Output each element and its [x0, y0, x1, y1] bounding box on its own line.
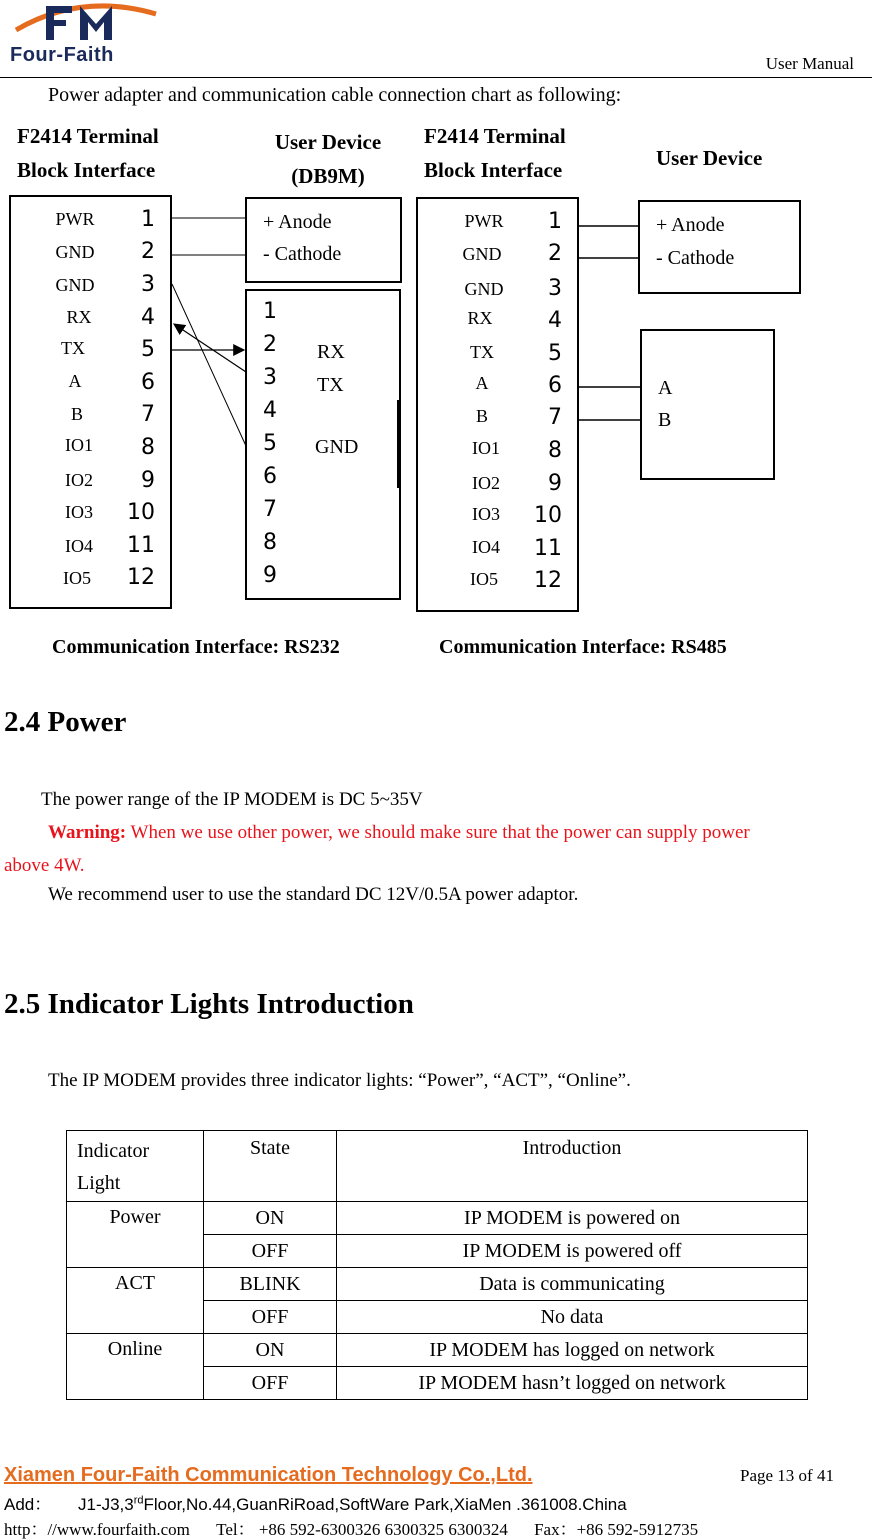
db9-pin-number: 2: [263, 332, 277, 357]
website-link[interactable]: http：//www.fourfaith.com: [4, 1520, 190, 1539]
pin-number: 5: [141, 337, 155, 362]
intro-cell: IP MODEM is powered off: [337, 1235, 808, 1268]
db9-pin-number: 4: [263, 398, 277, 423]
pin-label: A: [475, 373, 489, 393]
table-row: [67, 1334, 808, 1367]
pin-label: PWR: [55, 209, 95, 229]
cathode-label: - Cathode: [263, 243, 342, 265]
intro-text: Power adapter and communication cable connection chart as following:: [48, 84, 622, 106]
pin-label: IO4: [65, 536, 93, 556]
state-cell: BLINK: [204, 1268, 337, 1301]
rs232-terminal-title-line1: F2414 Terminal: [17, 124, 159, 148]
document-type-label: User Manual: [765, 54, 854, 73]
intro-cell: Data is communicating: [337, 1268, 808, 1301]
pin-label: PWR: [464, 211, 504, 231]
light-name: ACT: [67, 1268, 204, 1334]
state-cell: OFF: [204, 1301, 337, 1334]
indicator-intro: The IP MODEM provides three indicator lights: “Power”, “ACT”, “Online”.: [48, 1070, 631, 1091]
power-recommendation: We recommend user to use the standard DC 12V/0.5A power adaptor.: [48, 884, 579, 905]
db9-rx-label: RX: [317, 341, 345, 363]
rs485-terminal-title-line2: Block Interface: [424, 157, 563, 182]
indicator-heading: 2.5 Indicator Lights Introduction: [4, 988, 414, 1020]
state-cell: ON: [204, 1334, 337, 1367]
state-cell: ON: [204, 1202, 337, 1235]
pin-label: GND: [462, 244, 502, 264]
db9-pin-number: 9: [263, 563, 277, 588]
page-number: Page 13 of 41: [740, 1466, 834, 1485]
pin-number: 9: [141, 468, 155, 493]
db9-pin-number: 5: [263, 431, 277, 456]
light-name: Online: [67, 1334, 204, 1400]
db9-pin-number: 7: [263, 497, 277, 522]
intro-cell: No data: [337, 1301, 808, 1334]
pin-number: 3: [141, 272, 155, 297]
rs485-device-title: User Device: [656, 146, 763, 170]
pin-number: 1: [141, 207, 155, 232]
table-header-indicator: [67, 1131, 204, 1202]
anode-label: + Anode: [656, 214, 725, 236]
pin-number: 3: [548, 276, 562, 301]
pin-number: 7: [548, 405, 562, 430]
pin-number: 8: [548, 438, 562, 463]
table-header-state: State: [204, 1131, 337, 1202]
power-range-text: The power range of the IP MODEM is DC 5~35V: [41, 789, 423, 810]
rs232-terminal-title-line2: Block Interface: [17, 157, 156, 182]
power-warning: [48, 822, 868, 844]
pin-label: TX: [470, 342, 494, 362]
header-indicator-line1: Indicator: [77, 1140, 150, 1162]
company-name-link[interactable]: Xiamen Four-Faith Communication Technology Co.,Ltd.: [4, 1464, 533, 1486]
pin-number: 10: [534, 503, 562, 528]
tx-to-rx-return-wire: [174, 324, 246, 372]
pin-label: IO3: [65, 502, 93, 522]
state-cell: OFF: [204, 1367, 337, 1400]
db9-pin-number: 1: [263, 299, 277, 324]
pin-label: TX: [61, 338, 85, 358]
rs232-caption: Communication Interface: RS232: [52, 636, 340, 658]
address-part1: J1-J3,3: [77, 1495, 134, 1514]
a-line-label: A: [658, 377, 673, 399]
pin-number: 11: [127, 533, 155, 558]
table-header-introduction: Introduction: [337, 1131, 808, 1202]
warning-label: Warning:: [48, 822, 127, 843]
pin-label: IO5: [63, 568, 91, 588]
b-line-label: B: [658, 409, 672, 431]
rs485-caption: Communication Interface: RS485: [439, 636, 727, 658]
pin-number: 5: [548, 341, 562, 366]
pin-number: 9: [548, 471, 562, 496]
pin-label: B: [475, 406, 488, 426]
rs232-device-title-line2: (DB9M): [291, 163, 365, 188]
pin-label: IO2: [65, 470, 93, 490]
table-row: [67, 1268, 808, 1301]
pin-number: 4: [141, 305, 155, 330]
pin-number: 6: [548, 373, 562, 398]
table-row: [67, 1202, 808, 1235]
address-superscript: rd: [133, 1494, 144, 1507]
intro-cell: IP MODEM is powered on: [337, 1202, 808, 1235]
db9-tx-label: TX: [317, 374, 344, 396]
wiring-lines: [0, 0, 872, 620]
pin-label: RX: [66, 307, 92, 327]
pin-label: IO1: [65, 435, 93, 455]
warning-continuation: above 4W.: [4, 855, 85, 876]
db9-pin-number: 6: [263, 464, 277, 489]
cathode-label: - Cathode: [656, 247, 735, 269]
power-heading: 2.4 Power: [4, 706, 127, 738]
pin-number: 10: [127, 500, 155, 525]
state-cell: OFF: [204, 1235, 337, 1268]
header-indicator-line2: Light: [77, 1172, 121, 1194]
pin-label: IO4: [472, 537, 500, 557]
pin-label: IO5: [470, 569, 498, 589]
light-name: Power: [67, 1202, 204, 1268]
address-prefix: Add：: [4, 1495, 52, 1514]
pin-number: 8: [141, 435, 155, 460]
db9-pin-number: 3: [263, 365, 277, 390]
intro-cell: IP MODEM hasn’t logged on network: [337, 1367, 808, 1400]
db9-pin-number: 8: [263, 530, 277, 555]
pin-label: GND: [464, 279, 504, 299]
company-address: [4, 1490, 627, 1515]
pin-label: GND: [55, 275, 95, 295]
pin-label: IO3: [472, 504, 500, 524]
pin-number: 11: [534, 536, 562, 561]
pin-number: 12: [534, 568, 562, 593]
table-header-row: [67, 1131, 808, 1202]
pin-number: 12: [127, 565, 155, 590]
pin-label: IO1: [472, 438, 500, 458]
pin-number: 7: [141, 402, 155, 427]
warning-text: When we use other power, we should make sure that the power can supply power: [126, 822, 750, 843]
pin-number: 2: [141, 239, 155, 264]
logo-text: Four-Faith: [10, 44, 114, 66]
pin-number: 6: [141, 370, 155, 395]
anode-label: + Anode: [263, 211, 332, 233]
pin-number: 4: [548, 308, 562, 333]
rs232-device-title-line1: User Device: [274, 130, 382, 154]
telephone: Tel： +86 592-6300326 6300325 6300324: [216, 1520, 508, 1539]
address-part2: Floor,No.44,GuanRiRoad,SoftWare Park,XiaMen .361008.China: [143, 1495, 627, 1514]
company-contact: [4, 1515, 698, 1540]
fax: Fax：+86 592-5912735: [534, 1520, 699, 1539]
indicator-table: [66, 1130, 808, 1400]
db9-gnd-label: GND: [315, 436, 359, 458]
rs485-terminal-title-line1: F2414 Terminal: [424, 124, 566, 148]
pin-number: 1: [548, 209, 562, 234]
pin-label: IO2: [472, 473, 500, 493]
pin-label: B: [70, 404, 83, 424]
pin-label: GND: [55, 242, 95, 262]
pin-number: 2: [548, 241, 562, 266]
pin-label: RX: [467, 308, 493, 328]
intro-cell: IP MODEM has logged on network: [337, 1334, 808, 1367]
pin-label: A: [68, 371, 82, 391]
